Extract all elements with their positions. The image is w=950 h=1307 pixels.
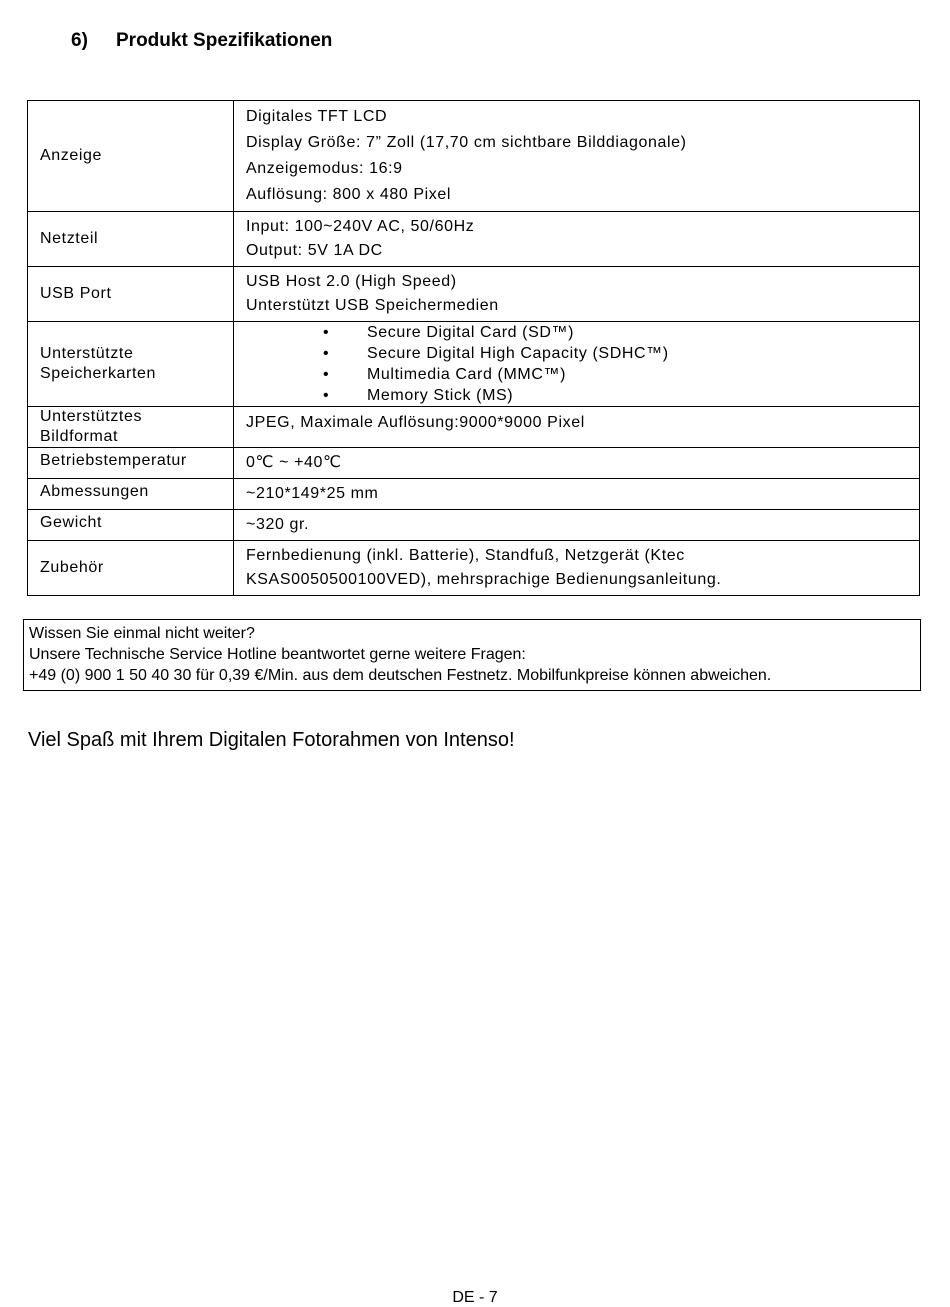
spec-row-image-format [28,407,920,448]
spec-row-dimensions [28,479,920,510]
spec-label: Abmessungen [28,479,234,510]
list-item: • Secure Digital High Capacity (SDHC™) [323,343,907,364]
spec-label: Netzteil [28,212,234,267]
spec-value-line: Fernbedienung (inkl. Batterie), Standfuß, Netzgerät (Ktec [246,547,685,564]
spec-label: Betriebstemperatur [28,448,234,479]
hotline-line: Unsere Technische Service Hotline beantwortet gerne weitere Fragen: [29,646,526,663]
spec-label: USB Port [28,267,234,322]
spec-value-line: USB Host 2.0 (High Speed) [246,273,457,290]
spec-value-line: Auflösung: 800 x 480 Pixel [246,186,452,203]
spec-label [28,322,234,407]
spec-row-usb [28,267,920,322]
spec-row-weight [28,510,920,541]
spec-row-power [28,212,920,267]
spec-label: Anzeige [28,101,234,212]
spec-value: JPEG, Maximale Auflösung:9000*9000 Pixel [234,407,920,448]
spec-label-line: Unterstütztes [40,408,143,425]
hotline-line: Wissen Sie einmal nicht weiter? [29,625,255,642]
spec-value-line: Display Größe: 7” Zoll (17,70 cm sichtbare Bilddiagonale) [246,134,687,151]
spec-row-display [28,101,920,212]
spec-value: ~320 gr. [234,510,920,541]
hotline-line: +49 (0) 900 1 50 40 30 für 0,39 €/Min. aus dem deutschen Festnetz. Mobilfunkpreise können abweichen. [29,667,772,684]
spec-row-temperature [28,448,920,479]
spec-value [234,322,920,407]
spec-label-line: Unterstützte [40,345,134,362]
spec-row-memory-cards [28,322,920,407]
page-number: DE - 7 [452,1289,498,1306]
spec-table [27,100,920,596]
spec-value [234,541,920,596]
list-item: • Secure Digital Card (SD™) [323,322,907,343]
spec-value-line: Unterstützt USB Speichermedien [246,297,499,314]
spec-value-line: KSAS0050500100VED), mehrsprachige Bedienungsanleitung. [246,571,722,588]
spec-label [28,407,234,448]
spec-value-line: Anzeigemodus: 16:9 [246,160,403,177]
spec-row-accessories [28,541,920,596]
list-item: • Memory Stick (MS) [323,385,907,406]
spec-value [234,212,920,267]
list-item: • Multimedia Card (MMC™) [323,364,907,385]
spec-value: ~210*149*25 mm [234,479,920,510]
spec-value-line: Digitales TFT LCD [246,108,388,125]
spec-label-line: Bildformat [40,428,119,445]
closing-message: Viel Spaß mit Ihrem Digitalen Fotorahmen von Intenso! [28,729,515,751]
spec-label: Gewicht [28,510,234,541]
spec-value-line: Output: 5V 1A DC [246,242,383,259]
spec-value [234,101,920,212]
section-heading [71,30,332,52]
section-number: 6) [71,30,88,51]
spec-label: Zubehör [28,541,234,596]
memory-card-list [246,322,907,406]
service-hotline-box [23,619,921,691]
spec-label-line: Speicherkarten [40,365,157,382]
spec-value: 0℃ ~ +40℃ [234,448,920,479]
section-title: Produkt Spezifikationen [116,30,333,51]
spec-value [234,267,920,322]
spec-value-line: Input: 100~240V AC, 50/60Hz [246,218,475,235]
